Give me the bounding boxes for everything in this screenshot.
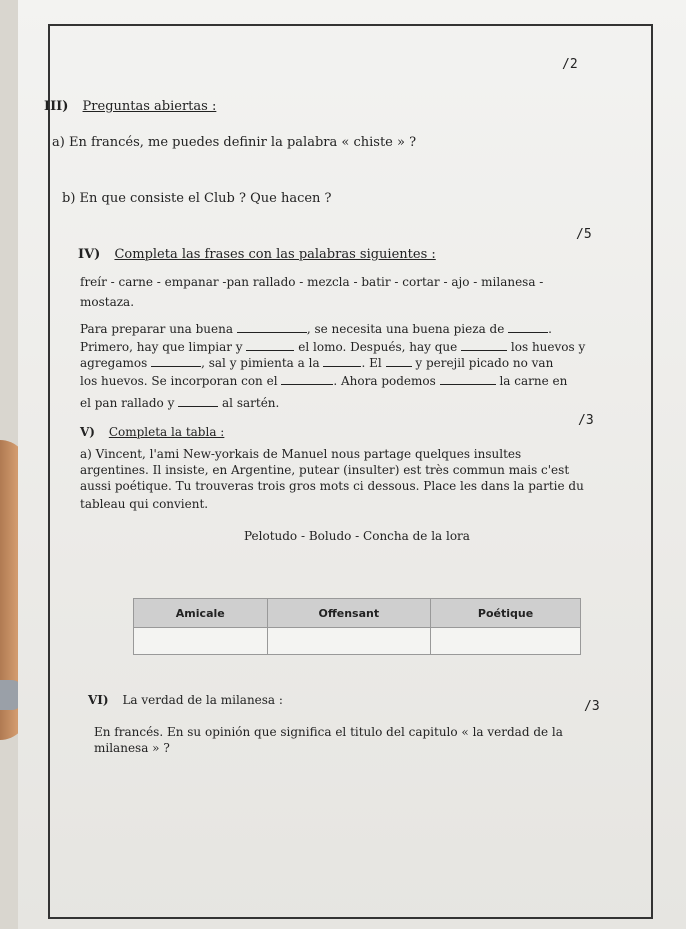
section5-paragraph-line2: argentines. Il insiste, en Argentine, putear (insulter) est très commun mais c'est	[80, 463, 570, 477]
text-segment: .	[548, 322, 552, 336]
score-section4: /5	[576, 227, 592, 242]
blank[interactable]	[246, 340, 294, 351]
table-cell-offensant[interactable]	[267, 628, 431, 655]
text-segment: agregamos	[80, 356, 148, 370]
section5-paragraph-line3: aussi poétique. Tu trouveras trois gros mots ci dessous. Place les dans la partie du	[80, 479, 584, 493]
section5-heading	[80, 426, 224, 440]
text-segment: , se necesita una buena pieza de	[306, 322, 505, 336]
text-segment: el pan rallado y	[80, 396, 175, 410]
section3-numeral: III)	[44, 99, 69, 114]
text-segment: la carne en	[499, 374, 568, 388]
text-segment: los huevos. Se incorporan con el	[80, 374, 278, 388]
text-segment: al sartén.	[222, 396, 280, 410]
table-cell-poetique[interactable]	[431, 628, 581, 655]
question-a: a) En francés, me puedes definir la palabra « chiste » ?	[52, 135, 417, 150]
blank[interactable]	[178, 396, 218, 407]
section4-heading	[78, 248, 436, 263]
blank[interactable]	[386, 356, 412, 367]
section6-heading	[88, 694, 283, 708]
fill-line-4	[80, 374, 567, 389]
blank[interactable]	[237, 322, 307, 333]
text-segment: el lomo. Después, hay que	[298, 340, 458, 354]
section5-title: Completa la tabla :	[108, 425, 225, 439]
text-segment: Para preparar una buena	[80, 322, 234, 336]
section5-paragraph-line4: tableau qui convient.	[80, 497, 209, 511]
section6-numeral: VI)	[88, 693, 109, 707]
section3-title: Preguntas abiertas :	[82, 99, 217, 114]
section6-paragraph-line1: En francés. En su opinión que significa el titulo del capitulo « la verdad de la	[94, 725, 563, 739]
fill-line-5	[80, 396, 279, 411]
fill-line-1	[80, 322, 552, 337]
blank[interactable]	[440, 374, 496, 385]
section6-paragraph-line2: milanesa » ?	[94, 741, 170, 755]
text-segment: . El	[361, 356, 382, 370]
table-header-offensant: Offensant	[267, 599, 431, 628]
score-section5: /3	[578, 413, 594, 428]
section3-heading	[44, 100, 216, 115]
blank[interactable]	[461, 340, 507, 351]
word-bank-line1: freír - carne - empanar -pan rallado - mezcla - batir - cortar - ajo - milanesa -	[80, 275, 544, 289]
text-segment: Primero, hay que limpiar y	[80, 340, 243, 354]
section4-numeral: IV)	[78, 247, 101, 262]
word-bank-line2: mostaza.	[80, 295, 135, 309]
section5-numeral: V)	[80, 425, 95, 439]
text-segment: y perejil picado no van	[415, 356, 554, 370]
blank[interactable]	[151, 356, 201, 367]
table-header-poetique: Poétique	[431, 599, 581, 628]
text-segment: . Ahora podemos	[333, 374, 436, 388]
worksheet-page	[18, 0, 686, 929]
score-section6: /3	[584, 699, 600, 714]
text-segment: los huevos y	[510, 340, 586, 354]
score-section3: /2	[562, 57, 578, 72]
section5-paragraph-line1: a) Vincent, l'ami New-yorkais de Manuel nous partage quelques insultes	[80, 447, 522, 461]
section4-title: Completa las frases con las palabras siguientes :	[114, 247, 436, 262]
fill-line-3	[80, 356, 553, 371]
table-cell-amicale[interactable]	[134, 628, 268, 655]
text-segment: , sal y pimienta a la	[201, 356, 320, 370]
section6-title: La verdad de la milanesa :	[122, 693, 283, 707]
question-b: b) En que consiste el Club ? Que hacen ?	[62, 191, 332, 206]
blank[interactable]	[281, 374, 333, 385]
blank[interactable]	[508, 322, 548, 333]
blank[interactable]	[323, 356, 361, 367]
table-header-amicale: Amicale	[134, 599, 268, 628]
classification-table	[133, 598, 581, 655]
insult-words: Pelotudo - Boludo - Concha de la lora	[244, 529, 470, 543]
fill-line-2	[80, 340, 585, 355]
